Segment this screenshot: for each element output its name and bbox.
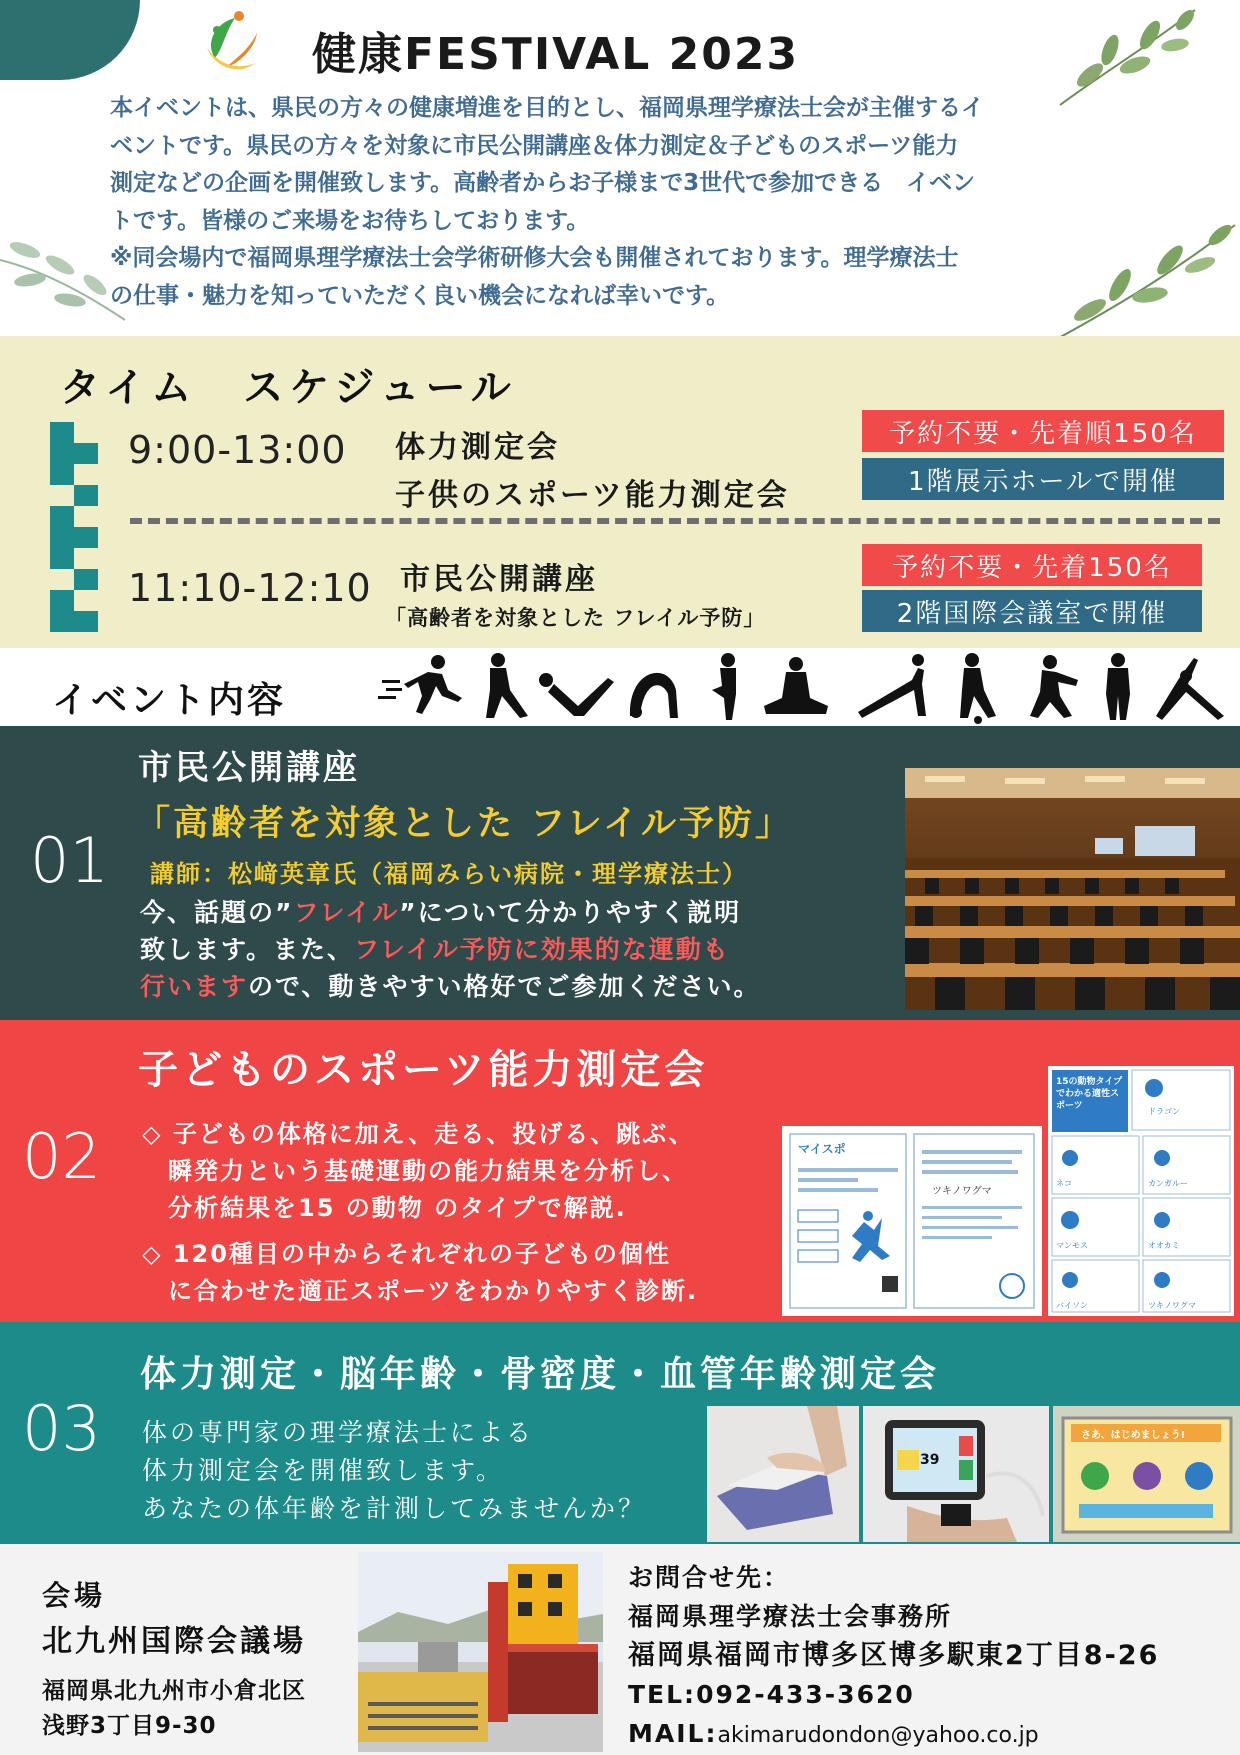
animal-label: マンモス (1056, 1241, 1088, 1250)
mail-address[interactable]: akimarudondon@yahoo.co.jp (717, 1723, 1039, 1748)
bullet-line: 瞬発力という基礎運動の能力結果を分析し、 (142, 1157, 688, 1185)
schedule-subtitle: 「高齢者を対象とした フレイル予防」 (385, 606, 766, 630)
event-section-title: イベント内容 (52, 680, 287, 721)
body-line: 体力測定会を開催致します。 (142, 1456, 505, 1485)
animal-label: ドラゴン (1148, 1107, 1180, 1116)
animal-label: バイソン (1056, 1301, 1088, 1310)
highlight-text: 行います (140, 972, 249, 1001)
tel-number: 092-433-3620 (696, 1680, 915, 1709)
bullet-item (142, 1116, 695, 1227)
badge-reservation: 予約不要・先着順150名 (862, 410, 1224, 452)
body-line: 体の専門家の理学療法士による (142, 1418, 535, 1447)
venue-label: 会場 (42, 1579, 107, 1612)
body-text: ”について分かりやすく説明 (399, 898, 742, 927)
animal-label: ネコ (1056, 1179, 1072, 1188)
section-heading: 市民公開講座 (138, 748, 360, 788)
section-body (140, 894, 900, 1005)
section-body (142, 1414, 646, 1528)
corner-decoration (0, 0, 140, 80)
intro-line: の仕事・魅力を知っていただく良い機会になれば幸いです。 (110, 282, 730, 309)
highlight-text: フレイル予防に効果的な運動も (354, 935, 730, 964)
intro-line: ベントです。県民の方々を対象に市民公開講座＆体力測定＆子どものスポーツ能力 (110, 132, 959, 159)
contact-label: お問合せ先： (628, 1563, 791, 1592)
footer (0, 1544, 1240, 1755)
venue-address (42, 1674, 306, 1744)
page-title: 健康FESTIVAL 2023 (312, 29, 800, 80)
measurement-device-photos (707, 1406, 1240, 1542)
bullet-line: 分析結果を15 の動物 のタイプで解説. (142, 1194, 627, 1222)
venue-name: 北九州国際会議場 (42, 1624, 306, 1659)
contact-mail (628, 1714, 1159, 1755)
exercise-silhouettes-icon (378, 650, 1228, 725)
contact-info (628, 1558, 1159, 1755)
schedule-event: 体力測定会 (395, 430, 560, 465)
checker-decoration-icon (50, 422, 98, 632)
conference-room-photo (905, 768, 1240, 1010)
section-02 (0, 1020, 1240, 1322)
section-number: 02 (22, 1120, 101, 1193)
intro-line: 本イベントは、県民の方々の健康増進を目的とし、福岡県理学療法士会が主催するイ (110, 95, 984, 121)
contact-tel (628, 1675, 1159, 1714)
body-line: あなたの体年齢を計測してみませんか？ (142, 1494, 647, 1523)
intro-line: トです。皆様のご来場をお待ちしております。 (110, 207, 590, 234)
section-heading: 体力測定・脳年齢・骨密度・血管年齢測定会 (140, 1354, 941, 1395)
sports-report-image (782, 1126, 1042, 1316)
report-logo: マイスポ (798, 1142, 846, 1156)
tel-label: TEL: (628, 1680, 697, 1709)
intro-line: ※同会場内で福岡県理学療法士会学術研修大会も開催されております。理学療法士 (110, 245, 959, 271)
contact-organization: 福岡県理学療法士会事務所 (628, 1602, 953, 1631)
highlight-text: フレイル (293, 898, 400, 927)
badge-location: 1階展示ホールで開催 (862, 458, 1224, 500)
animal-label: オオカミ (1148, 1241, 1180, 1250)
schedule-event: 子供のスポーツ能力測定会 (395, 478, 790, 513)
bullet-line: に合わせた適正スポーツをわかりやすく診断. (142, 1277, 699, 1305)
bullet-line: ◇ 120種目の中からそれぞれの子どもの個性 (142, 1240, 671, 1268)
intro-line: 測定などの企画を開催致します。高齢者からお子様まで3世代で参加できる イベン (110, 170, 976, 196)
animal-label: ツキノワグマ (1148, 1301, 1196, 1310)
bullet-line: ◇ 子どもの体格に加え、走る、投げる、跳ぶ、 (142, 1120, 695, 1148)
section-01 (0, 726, 1240, 1020)
contact-address: 福岡県福岡市博多区博多駅東2丁目8-26 (628, 1640, 1160, 1671)
body-text: 致します。また、 (140, 935, 355, 964)
address-line: 浅野3丁目9-30 (42, 1713, 217, 1739)
tablet-value: 39 (920, 1452, 940, 1468)
venue-photo (358, 1552, 603, 1752)
body-text: ので、動きやすい格好でご参加ください。 (248, 972, 761, 1001)
festival-logo (195, 8, 267, 80)
report-animal: ツキノワグマ (932, 1186, 992, 1197)
schedule-title: タイム スケジュール (60, 365, 517, 411)
badge-reservation: 予約不要・先着150名 (862, 544, 1202, 586)
body-text: 今、話題の” (140, 898, 294, 927)
schedule-event: 市民公開講座 (400, 562, 598, 597)
schedule-time: 11:10-12:10 (128, 566, 372, 610)
address-line: 福岡県北九州市小倉北区 (42, 1678, 306, 1704)
intro-text (110, 90, 1200, 315)
section-number: 03 (22, 1392, 101, 1465)
time-schedule (0, 336, 1240, 648)
bullet-item (142, 1236, 698, 1310)
section-03 (0, 1322, 1240, 1544)
badge-location: 2階国際会議室で開催 (862, 590, 1202, 632)
divider (130, 518, 1220, 524)
screen-title: さあ、はじめましょう! (1081, 1430, 1186, 1441)
card-title: 15の動物タイプでわかる適性スポーツ (1056, 1077, 1123, 1111)
section-number: 01 (30, 824, 109, 897)
schedule-time: 9:00-13:00 (128, 428, 347, 472)
animal-type-card-image (1048, 1066, 1234, 1316)
lecturer: 講師：松﨑英章氏（福岡みらい病院・理学療法士） (150, 860, 748, 888)
section-heading: 子どものスポーツ能力測定会 (138, 1047, 709, 1093)
animal-label: カンガルー (1148, 1179, 1188, 1188)
section-subheading: 「高齢者を対象とした フレイル予防」 (135, 804, 794, 844)
mail-label: MAIL: (628, 1719, 718, 1748)
